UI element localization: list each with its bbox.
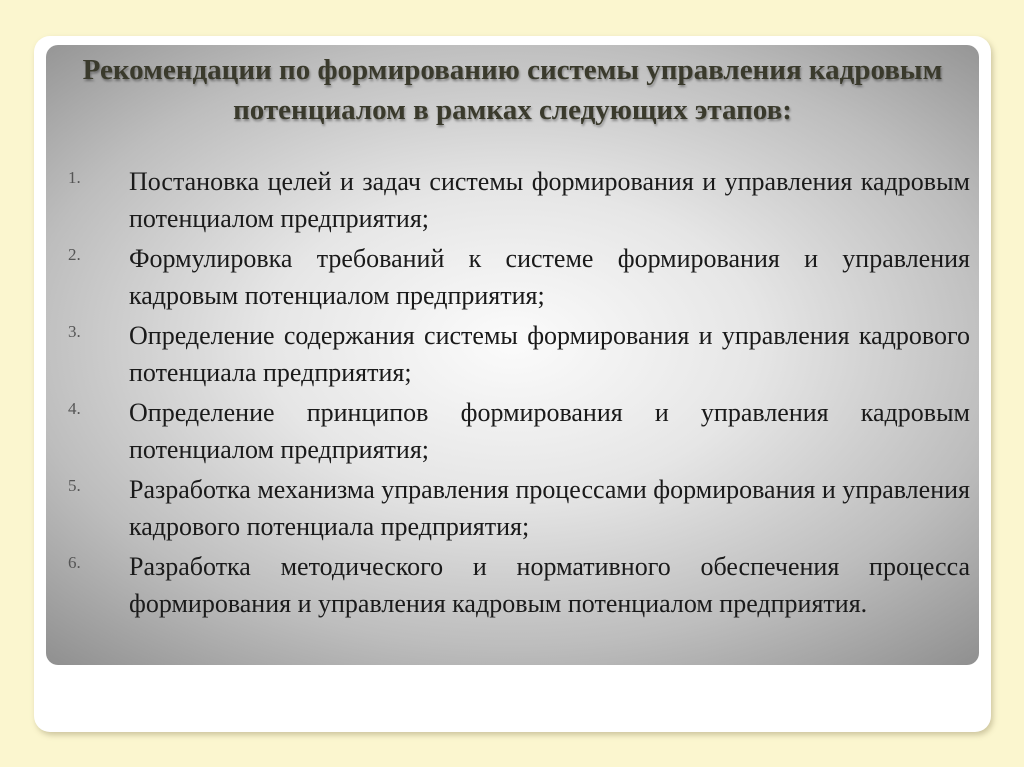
list-item xyxy=(68,317,970,391)
slide-title: Рекомендации по формированию системы управления кадровым потенциалом в рамках следующих этапов: xyxy=(82,54,943,126)
list-item-text: Определение принципов формирования и управления кадровым потенциалом предприятия; xyxy=(129,398,970,464)
list-item-text: Определение содержания системы формирования и управления кадрового потенциала предприятия; xyxy=(129,321,970,387)
list-item xyxy=(68,471,970,545)
list-item-number: 5. xyxy=(68,476,81,495)
list-item-number: 4. xyxy=(68,399,81,418)
list-item xyxy=(68,240,970,314)
list-item-text: Разработка механизма управления процессами формирования и управления кадрового потенциала предприятия; xyxy=(129,475,970,541)
list-item xyxy=(68,394,970,468)
list-item-text: Постановка целей и задач системы формирования и управления кадровым потенциалом предприятия; xyxy=(129,167,970,233)
list-item-number: 2. xyxy=(68,245,81,264)
recommendations-list xyxy=(68,163,970,625)
list-item xyxy=(68,548,970,622)
list-item-text: Формулировка требований к системе формирования и управления кадровым потенциалом предприятия; xyxy=(129,244,970,310)
list-item-number: 6. xyxy=(68,553,81,572)
list-item-number: 3. xyxy=(68,322,81,341)
list-item xyxy=(68,163,970,237)
list-item-text: Разработка методического и нормативного обеспечения процесса формирования и управления кадровым потенциалом предприятия. xyxy=(129,552,970,618)
list-item-number: 1. xyxy=(68,168,81,187)
